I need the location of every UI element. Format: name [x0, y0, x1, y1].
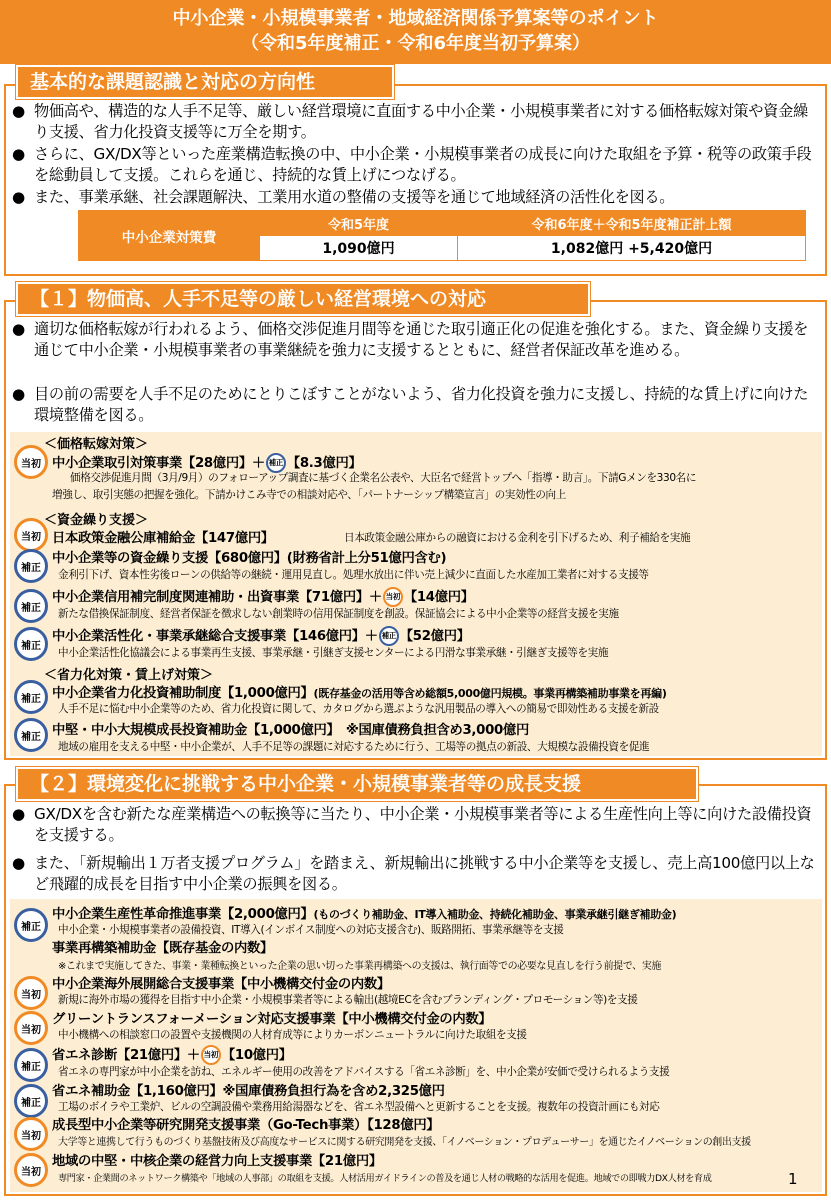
- s2-item2: 中小企業海外展開総合支援事業【中小機構交付金の内数】: [52, 977, 390, 992]
- s1-item3: 中小企業等の資金繰り支援【680億円】(財務省計上分51億円含む): [52, 551, 447, 566]
- s1-item2-desc: 日本政策金融公庫からの融資における金利を引下げるため、利子補給を実施: [344, 532, 691, 544]
- s1-item5: 中小企業活性化・事業承継総合支援事業【146億円】＋ 補正 【52億円】: [52, 625, 470, 646]
- badge-initial: 当初: [14, 518, 48, 552]
- badge-supp-mini: 補正: [379, 626, 399, 646]
- cat-price: ＜価格転嫁対策＞: [44, 437, 149, 452]
- s2-item1-c: 事業再構築補助金【既存基金の内数】: [52, 941, 273, 956]
- s1-item2: 日本政策金融公庫補給金【147億円】: [52, 531, 274, 546]
- cat-finance: ＜資金繰り支援＞: [44, 513, 149, 528]
- badge-supp: 補正: [14, 908, 48, 942]
- s2-item1: 中小企業生産性革命推進事業【2,000億円】(ものづくり補助金、IT導入補助金、持続化補助金、事業承継引継ぎ補助金): [52, 907, 677, 922]
- s1-item1: 中小企業取引対策事業【28億円】＋ 補正 【8.3億円】: [52, 452, 362, 473]
- section2-bullet-2: ● また、「新規輸出１万者支援プログラム」を踏まえ、新規輸出に挑戦する中小企業等を支援し、売上高100億円以上など飛躍的成長を目指す中小企業の振興を図る。: [12, 854, 815, 893]
- budget-col2-header: 令和6年度＋令和5年度補正計上額: [458, 211, 806, 236]
- basic-bullet-2: ● さらに、GX/DX等といった産業構造転換の中、中小企業・小規模事業者の成長に向けた取組を予算・税等の政策手段を総動員して支援。これらを通じ、持続的な賃上げにつなげる。: [12, 145, 812, 184]
- badge-initial-mini: 当初: [201, 1045, 221, 1065]
- s2-item1-desc: 中小企業・小規模事業者の設備投資、IT導入(インボイス制度への対応支援含む)、販路開拓、事業承継等を支援: [58, 924, 564, 936]
- s2-item7: 地域の中堅・中核企業の経営力向上支援事業【21億円】: [52, 1154, 382, 1169]
- s1-item7-desc: 地域の雇用を支える中堅・中小企業が、人手不足等の課題に対応するために行う、工場等の拠点の新設、大規模な設備投資を促進: [58, 741, 650, 753]
- badge-initial: 当初: [14, 1011, 48, 1045]
- s1-item6: 中小企業省力化投資補助制度【1,000億円】(既存基金の活用等含め総額5,000億円規模。事業再構築補助事業を再編): [52, 686, 667, 701]
- s1-item6-desc: 人手不足に悩む中小企業等のため、省力化投資に関して、カタログから選ぶような汎用製品の導入への簡易で即効性ある支援を新設: [58, 703, 659, 715]
- s2-item6: 成長型中小企業等研究開発支援事業（Go-Tech事業）【128億円】: [52, 1118, 440, 1133]
- badge-supp: 補正: [14, 589, 48, 623]
- section1-title: 【１】物価高、人手不足等の厳しい経営環境への対応: [16, 282, 590, 316]
- header-title: 中小企業・小規模事業者・地域経済関係予算案等のポイント: [172, 8, 659, 29]
- badge-initial: 当初: [14, 445, 48, 479]
- s1-item7: 中堅・中小大規模成長投資補助金【1,000億円】 ※国庫債務負担含め3,000億円: [52, 723, 530, 738]
- badge-supp: 補正: [14, 718, 48, 752]
- budget-val2: 1,082億円 +5,420億円: [458, 236, 806, 261]
- section2-title: 【２】環境変化に挑戦する中小企業・小規模事業者等の成長支援: [16, 767, 698, 801]
- s1-item1-desc2: 増強し、取引実態の把握を強化。下請かけこみ寺での相談対応や、「パートナーシップ構築宣言」の実効性の向上: [52, 489, 566, 501]
- section2-bullet-1: ● GX/DXを含む新たな産業構造への転換等に当たり、中小企業・小規模事業者等による生産性向上等に向けた設備投資を支援する。: [12, 805, 812, 844]
- section1-bullet-1: ● 適切な価格転嫁が行われるよう、価格交渉促進月間等を通じた取引適正化の促進を強化する。また、資金繰り支援を通じて中小企業・小規模事業者の事業継続を強力に支援するとともに、経営者保証改革を進める。: [12, 320, 809, 359]
- s2-item6-desc: 大学等と連携して行うものづくり基盤技術及び高度なサービスに関する研究開発を支援、「イノベーション・プロデューサー」を通じたイノベーションの創出支援: [58, 1137, 751, 1148]
- basic-bullet-1: ● 物価高や、構造的な人手不足等、厳しい経営環境に直面する中小企業・小規模事業者に対する価格転嫁対策や資金繰り支援、省力化投資支援等に万全を期す。: [12, 102, 808, 141]
- badge-supp: 補正: [14, 627, 48, 661]
- s1-item4-desc: 新たな借換保証制度、経営者保証を徴求しない創業時の信用保証制度を創設。保証協会による中小企業等の経営支援を実施: [58, 608, 619, 620]
- badge-supp: 補正: [14, 680, 48, 714]
- page-number: 1: [788, 1170, 798, 1188]
- budget-val1: 1,090億円: [260, 236, 458, 261]
- budget-row-label: 中小企業対策費: [79, 211, 260, 261]
- s2-item3-desc: 中小機構への相談窓口の設置や支援機関の人材育成等によりカーボンニュートラルに向けた取組を支援: [58, 1029, 527, 1041]
- badge-supp: 補正: [14, 1084, 48, 1118]
- budget-table: [78, 210, 806, 261]
- s1-item5-desc: 中小企業活性化協議会による事業再生支援、事業承継・引継ぎ支援センターによる円滑な事業承継・引継ぎ支援等を実施: [58, 647, 609, 659]
- s1-item3-desc: 金利引下げ、資本性劣後ローンの供給等の継続・運用見直し。処理水放出に伴い売上減少に直面した水産加工業者に対する支援等: [58, 569, 649, 581]
- s2-item2-desc: 新規に海外市場の獲得を目指す中小企業・小規模事業者等による輸出(越境ECを含むブランディング・プロモーション等)を支援: [58, 994, 638, 1006]
- s2-item3: グリーントランスフォーメーション対応支援事業【中小機構交付金の内数】: [52, 1012, 492, 1027]
- page-header: [0, 0, 831, 64]
- section1-bullet-2: ● 目の前の需要を人手不足のためにとりこぼすことがないよう、省力化投資を強力に支援し、持続的な賃上げに向けた環境整備を図る。: [12, 385, 809, 424]
- s2-item4: 省エネ診断【21億円】＋ 当初 【10億円】: [52, 1044, 292, 1065]
- badge-supp: 補正: [14, 1048, 48, 1082]
- basic-bullet-3: ● また、事業承継、社会課題解決、工業用水道の整備の支援等を通じて地域経済の活性化を図る。: [12, 188, 675, 206]
- badge-initial: 当初: [14, 976, 48, 1010]
- badge-supp: 補正: [14, 549, 48, 583]
- s1-item4: 中小企業信用補完制度関連補助・出資事業【71億円】＋ 当初 【14億円】: [52, 586, 474, 607]
- header-subtitle: （令和5年度補正・令和6年度当初予算案）: [240, 33, 591, 54]
- s2-item5: 省エネ補助金【1,160億円】※国庫債務負担行為を含め2,325億円: [52, 1084, 445, 1099]
- s2-item1-note: ※これまで実施してきた、事業・業種転換といった企業の思い切った事業再構築への支援は、執行面等での必要な見直しを行う前提で、実施: [58, 961, 661, 972]
- s2-item5-desc: 工場のボイラや工業炉、ビルの空調設備や業務用給湯器などを、省エネ型設備へと更新することを支援。複数年の投資計画にも対応: [58, 1101, 660, 1113]
- s2-item4-desc: 省エネの専門家が中小企業を訪ね、エネルギー使用の改善をアドバイスする「省エネ診断」を、中小企業が安価で受けられるよう支援: [58, 1066, 670, 1078]
- badge-supp-mini: 補正: [266, 453, 286, 473]
- badge-initial-mini: 当初: [383, 587, 403, 607]
- cat-labor: ＜省力化対策・賃上げ対策＞: [44, 668, 214, 683]
- basic-section-title: 基本的な課題認識と対応の方向性: [16, 65, 394, 99]
- budget-col1-header: 令和5年度: [260, 211, 458, 236]
- s2-item7-desc: 専門家・企業間のネットワーク構築や「地域の人事部」の取組を支援。人材活用ガイドラインの普及を通じ人材の戦略的な活用を促進。地域での即戦力DX人材を育成: [58, 1173, 712, 1184]
- badge-initial: 当初: [14, 1153, 48, 1187]
- s1-item1-desc1: 価格交渉促進月間（3月/9月）のフォローアップ調査に基づく企業名公表や、大臣名で経営トップへ「指導・助言」。下請Gメンを330名に: [70, 472, 697, 484]
- badge-initial: 当初: [14, 1117, 48, 1151]
